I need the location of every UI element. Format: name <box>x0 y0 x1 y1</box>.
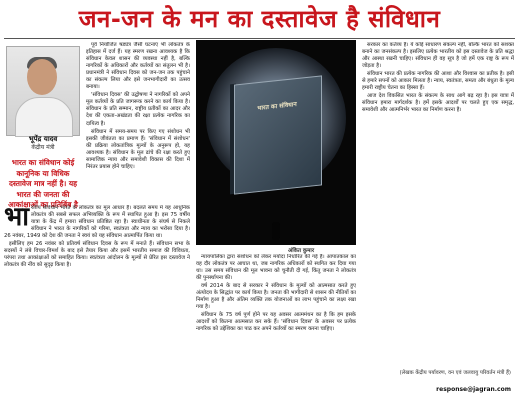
author-photo <box>6 46 80 136</box>
author-bio-note: (लेखक केंद्रीय पर्यावरण, वन एवं जलवायु परिवर्तन मंत्री हैं) <box>399 370 511 376</box>
article-paragraph-text: रतीय संविधान भारत के लोकतंत्र का मूल आधार है। बदलते समय में यह आधुनिक लोकतंत्र की सबसे सफल अभिव्यक्ति के रूप में स्थापित हुआ है। इस 75 वर्षीय यात्रा के केंद्र में हमारा संविधान प्रतिष्ठित रहा है। स्वाधीनता के संघर्ष से निकले संविधान ने भारत के नागरिकों को गरिमा, स्वतंत्रता और न्याय का भरोसा दिया है। 26 नवंबर, 1949 को देश की जनता ने स्वयं को यह संविधान आत्मार्पित किया था। <box>4 205 190 240</box>
standing-figure <box>272 222 280 240</box>
pull-quote: भारत का संविधान कोई कानूनिक या विधिक दस्तावेज मात्र नहीं है। यह भारत की जनता की आकांक्षाओं का प्रतिबिंब है <box>8 158 78 209</box>
article-paragraph: संविधान में समय-समय पर किए गए संशोधन भी इसकी जीवंतता का प्रमाण हैं। 'संविधान में संशोधन' की प्रक्रिया लोकतांत्रिक मूल्यों के अनुरूप हो, यह आवश्यक है। संविधान के मूल ढांचे की रक्षा करते हुए सामाजिक न्याय और समावेशी विकास की दिशा में निरंतर प्रयास होने चाहिए। <box>86 128 190 170</box>
author-name: भूपेंद्र यादव <box>28 135 58 143</box>
article-column-1 <box>4 205 190 397</box>
headline-rule <box>4 38 515 39</box>
article-paragraph: इसीलिए हम 26 नवंबर को प्रतिवर्ष संविधान दिवस के रूप में मनाते हैं। संविधान सभा के सदस्यों ने लंबे विचार-विमर्श के बाद इसे तैयार किया और इसमें भारतीय समाज की विविधता, परंपरा तथा आकांक्षाओं को समाहित किया। स्वतंत्रता आंदोलन के मूल्यों से प्रेरित इस दस्तावेज ने लोकतंत्र की नींव को सुदृढ़ किया है। <box>4 241 190 269</box>
article-column-4 <box>362 42 514 366</box>
article-paragraph: संविधान भारत की प्रत्येक नागरिक की आशा और विश्वास का प्रतीक है। इसी से हमारे सपनों को आकार मिलता है। न्याय, स्वतंत्रता, समता और बंधुता के मूल्य हमारी राष्ट्रीय चेतना का हिस्सा हैं। <box>362 71 514 92</box>
constitution-illustration <box>196 40 356 245</box>
article-paragraph <box>4 205 190 240</box>
article-paragraph: सरकार का कर्तव्य है। ये कोई साधारण संकल्प नहीं, बल्कि भारत को सशक्त बनाने का जनसंकल्प है। इसलिए प्रत्येक भारतीय को इस दस्तावेज के प्रति श्रद्धा और आस्था रखनी चाहिए। संविधान ही वह सूत्र है जो हमें एक राष्ट्र के रूप में जोड़ता है। <box>362 42 514 70</box>
article-column-2 <box>86 42 190 202</box>
article-paragraph: आज देश विकसित भारत के संकल्प के साथ आगे बढ़ रहा है। इस यात्रा में संविधान हमारा मार्गदर्शक है। हमें इसके आदर्शों पर चलते हुए एक समृद्ध, समावेशी और आत्मनिर्भर भारत का निर्माण करना है। <box>362 93 514 114</box>
illustration-credit: अंकित कुमार <box>288 248 315 254</box>
constitution-book <box>234 75 322 194</box>
page-headline: जन-जन के मन का दस्तावेज है संविधान <box>78 5 441 33</box>
article-column-3 <box>196 254 356 397</box>
article-paragraph: न्यायपालिका द्वारा संशोधन को लेकर मर्यादा निर्धारित की गई है। आपातकाल का वह दौर लोकतंत्र पर आघात था, जब नागरिक अधिकारों को स्थगित कर दिया गया था। उस समय संविधान की मूल भावना को चुनौती दी गई, किंतु जनता ने लोकतंत्र की पुनर्स्थापना की। <box>196 254 356 282</box>
author-photo-body <box>15 97 73 137</box>
article-paragraph: वर्ष 2014 के बाद से सरकार ने संविधान के मूल्यों को आत्मसात करते हुए अंत्योदय के सिद्धांत पर कार्य किया है। जनता की भागीदारी से शासन की नीतियों का निर्माण हुआ है और अंतिम व्यक्ति तक योजनाओं का लाभ पहुंचाने का लक्ष्य रखा गया है। <box>196 283 356 311</box>
book-title: भारत का संविधान <box>257 100 297 113</box>
article-paragraph: संविधान के 75 वर्ष पूर्ण होने पर यह अवसर आत्ममंथन का है कि हम इसके आदर्शों को कितना आत्मसात कर सके हैं। 'संविधान दिवस' के अवसर पर प्रत्येक नागरिक को उद्देशिका का पाठ कर अपने कर्तव्यों का स्मरण करना चाहिए। <box>196 312 356 333</box>
article-paragraph: 'संविधान दिवस' की उद्घोषणा ने नागरिकों को अपने मूल कर्तव्यों के प्रति जागरूक करने का कार्य किया है। संविधान के प्रति सम्मान, राष्ट्रीय प्रतीकों का आदर और देश की एकता-अखंडता की रक्षा प्रत्येक नागरिक का दायित्व है। <box>86 92 190 127</box>
author-photo-face <box>27 59 57 95</box>
drop-cap: भा <box>4 205 30 232</box>
article-paragraph: पूर्व नियोजित षड्यंत्र जैसी घटनाएं भी लोकतंत्र के इतिहास में दर्ज हैं। यह स्मरण रखना आवश्यक है कि संविधान केवल शासन की व्यवस्था नहीं है, बल्कि नागरिकों के अधिकारों और कर्तव्यों का संतुलन भी है। प्रधानमंत्री ने संविधान दिवस को जन-जन तक पहुंचाने का संकल्प लिया और इसे जनभागीदारी का उत्सव बनाया। <box>86 42 190 91</box>
author-designation: केंद्रीय मंत्री <box>31 144 55 151</box>
response-email-link[interactable]: response@jagran.com <box>436 386 511 393</box>
